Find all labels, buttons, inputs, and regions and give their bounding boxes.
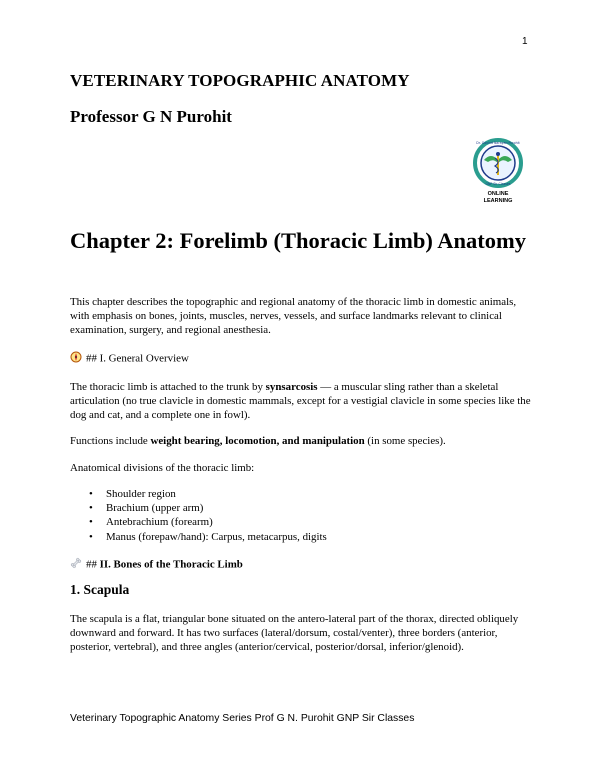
- section1-heading-text: ## I. General Overview: [86, 352, 189, 365]
- functions-term: weight bearing, locomotion, and manipulation: [150, 435, 365, 447]
- section2-heading-text: II. Bones of the Thoracic Limb: [99, 558, 243, 571]
- overview-text-start: The thoracic limb is attached to the trunk by: [70, 381, 266, 393]
- logo-emblem-icon: [458, 138, 538, 188]
- chapter-title: Chapter 2: Forelimb (Thoracic Limb) Anatomy: [70, 228, 527, 253]
- synsarcosis-term: synsarcosis: [265, 381, 318, 393]
- logo-caption-line1: ONLINE: [487, 191, 509, 197]
- author-name: Professor G N Purohit: [70, 107, 232, 126]
- overview-text-end: — a muscular sling rather than a skeletal articulation (no true clavicle in domestic mammals, except for a vestigial clavicle in some species like the dog and cat, and a complete one in fowl).: [70, 381, 531, 422]
- scapula-subheading: 1. Scapula: [70, 582, 130, 597]
- section1-heading: [70, 351, 189, 367]
- gnp-logo: [458, 138, 538, 212]
- bone-icon: [70, 557, 86, 573]
- divisions-intro: Anatomical divisions of the thoracic limb:: [70, 462, 255, 474]
- logo-ring-text: Dr. Govind Narayan Purohit: [476, 141, 520, 145]
- page-footer: Veterinary Topographic Anatomy Series Prof G N. Purohit GNP Sir Classes: [70, 713, 415, 724]
- logo-ring-text-bottom: GNP Sir Classes: [485, 182, 511, 186]
- functions-text-end: (in some species).: [364, 435, 446, 447]
- intro-paragraph: This chapter describes the topographic and regional anatomy of the thoracic limb in domestic animals, with emphasis on bones, joints, muscles, nerves, vessels, and surface landmarks relevant to clinical examination, surgery, and regional anesthesia.: [70, 296, 517, 337]
- section2-heading-prefix: ##: [86, 558, 100, 571]
- document-title: VETERINARY TOPOGRAPHIC ANATOMY: [70, 71, 410, 90]
- overview-paragraph: [70, 380, 532, 423]
- list-item: • Manus (forepaw/hand): Carpus, metacarpus, digits: [70, 530, 327, 544]
- section2-heading: [70, 557, 243, 573]
- functions-paragraph: [70, 434, 532, 448]
- functions-text-start: Functions include: [70, 435, 151, 447]
- logo-caption-line2: LEARNING: [483, 198, 513, 204]
- list-item: • Brachium (upper arm): [70, 501, 327, 515]
- list-item: • Antebrachium (forearm): [70, 515, 327, 529]
- page-number: 1: [522, 36, 528, 47]
- list-item: • Shoulder region: [70, 487, 327, 501]
- scapula-paragraph: The scapula is a flat, triangular bone situated on the antero-lateral part of the thorax, directed obliquely downward and forward. It has two surfaces (lateral/dorsum, costal/venter), three borders (anterior, posterior, vertebral), and three angles (anterior/cervical, posterior/dorsal, inferior/glenoid).: [70, 613, 519, 654]
- compass-icon: [70, 351, 86, 367]
- divisions-list: [70, 487, 327, 544]
